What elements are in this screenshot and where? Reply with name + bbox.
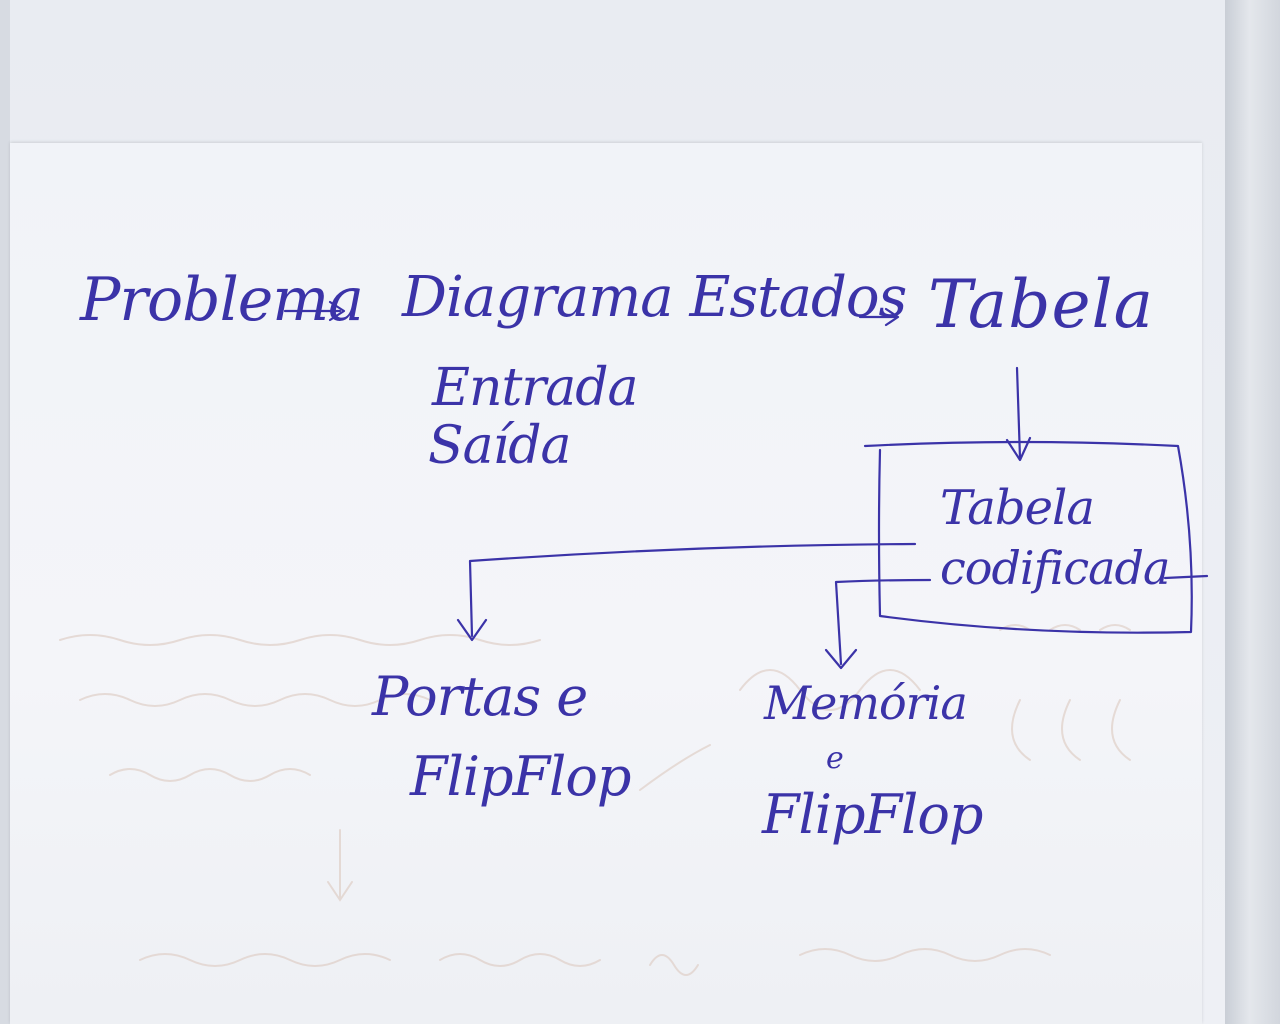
label-state-diagram: Diagrama Estados <box>402 265 907 330</box>
label-coded-table-line1: Tabela <box>940 480 1095 536</box>
label-gates-line2: FlipFlop <box>410 745 631 808</box>
label-memory-line3: FlipFlop <box>762 783 983 846</box>
label-problem: Problema <box>80 265 363 335</box>
line-coded-to-gates <box>470 544 915 636</box>
label-memory-line2: e <box>826 741 843 776</box>
arrow-table-to-coded <box>1017 368 1020 458</box>
line-coded-to-memory <box>836 580 930 664</box>
label-input: Entrada <box>432 358 638 418</box>
label-table: Tabela <box>928 266 1155 343</box>
label-memory-line1: Memória <box>764 676 967 730</box>
label-output: Saída <box>428 416 571 476</box>
label-gates-line1: Portas e <box>372 665 588 728</box>
label-coded-table-line2: codificada <box>940 541 1170 595</box>
coded-table-box <box>865 442 1192 633</box>
